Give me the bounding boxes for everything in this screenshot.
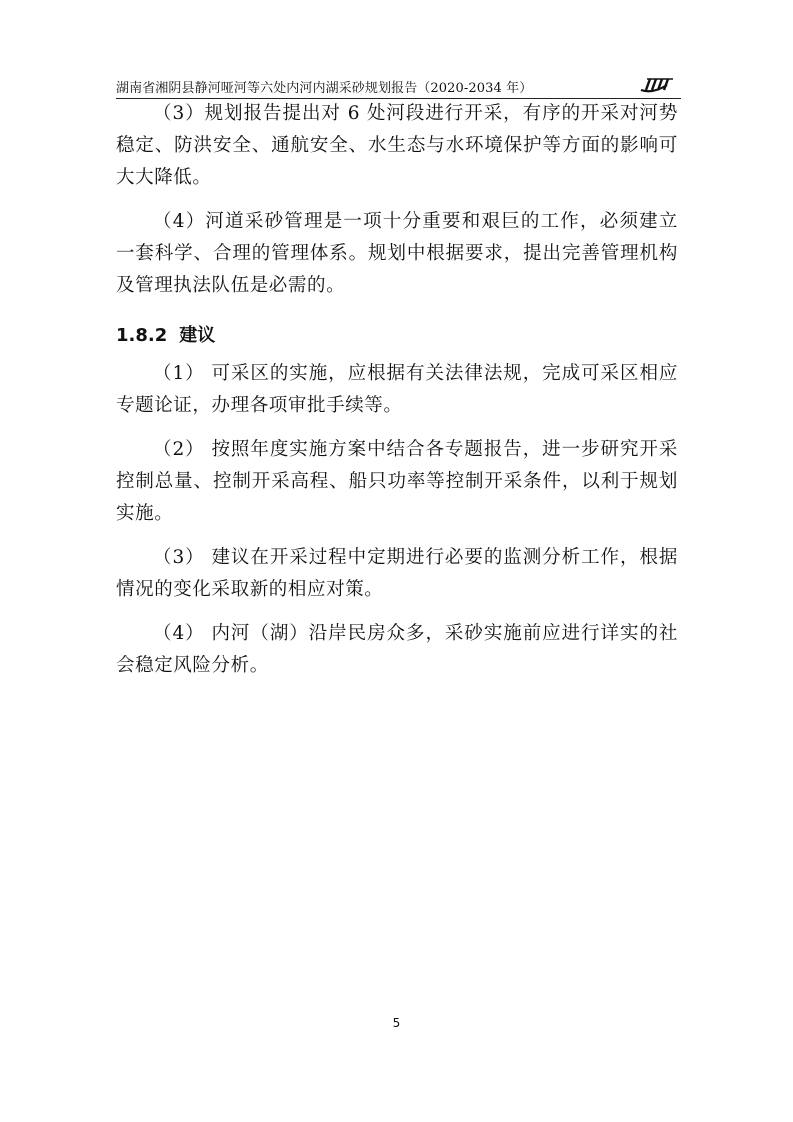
- conclusion-paragraph-3: （3）规划报告提出对 6 处河段进行开采，有序的开采对河势稳定、防洪安全、通航安全、水生态与水环境保护等方面的影响可大大降低。: [116, 103, 678, 188]
- suggestion-paragraph-3: （3） 建议在开采过程中定期进行必要的监测分析工作，根据情况的变化采取新的相应对策。: [116, 547, 678, 600]
- main-content: [116, 98, 678, 682]
- conclusion-paragraph-4: （4）河道采砂管理是一项十分重要和艰巨的工作，必须建立一套科学、合理的管理体系。规划中根据要求，提出完善管理机构及管理执法队伍是必需的。: [116, 211, 678, 296]
- header-title: 湖南省湘阴县静河哑河等六处内河内湖采砂规划报告（2020-2034 年）: [116, 81, 533, 96]
- page-number: 5: [392, 1016, 401, 1030]
- section-heading: [116, 314, 678, 358]
- company-logo-icon: [637, 76, 679, 94]
- section-number: 1.8.2: [116, 325, 168, 346]
- suggestion-paragraph-4: （4） 内河（湖）沿岸民房众多，采砂实施前应进行详实的社会稳定风险分析。: [116, 623, 678, 676]
- suggestion-paragraph-2: （2） 按照年度实施方案中结合各专题报告，进一步研究开采控制总量、控制开采高程、船只功率等控制开采条件，以利于规划实施。: [116, 439, 678, 524]
- section-title: 建议: [179, 325, 216, 346]
- page-header: [116, 74, 681, 99]
- suggestion-paragraph-1: （1） 可采区的实施，应根据有关法律法规，完成可采区相应专题论证，办理各项审批手续等。: [116, 363, 678, 416]
